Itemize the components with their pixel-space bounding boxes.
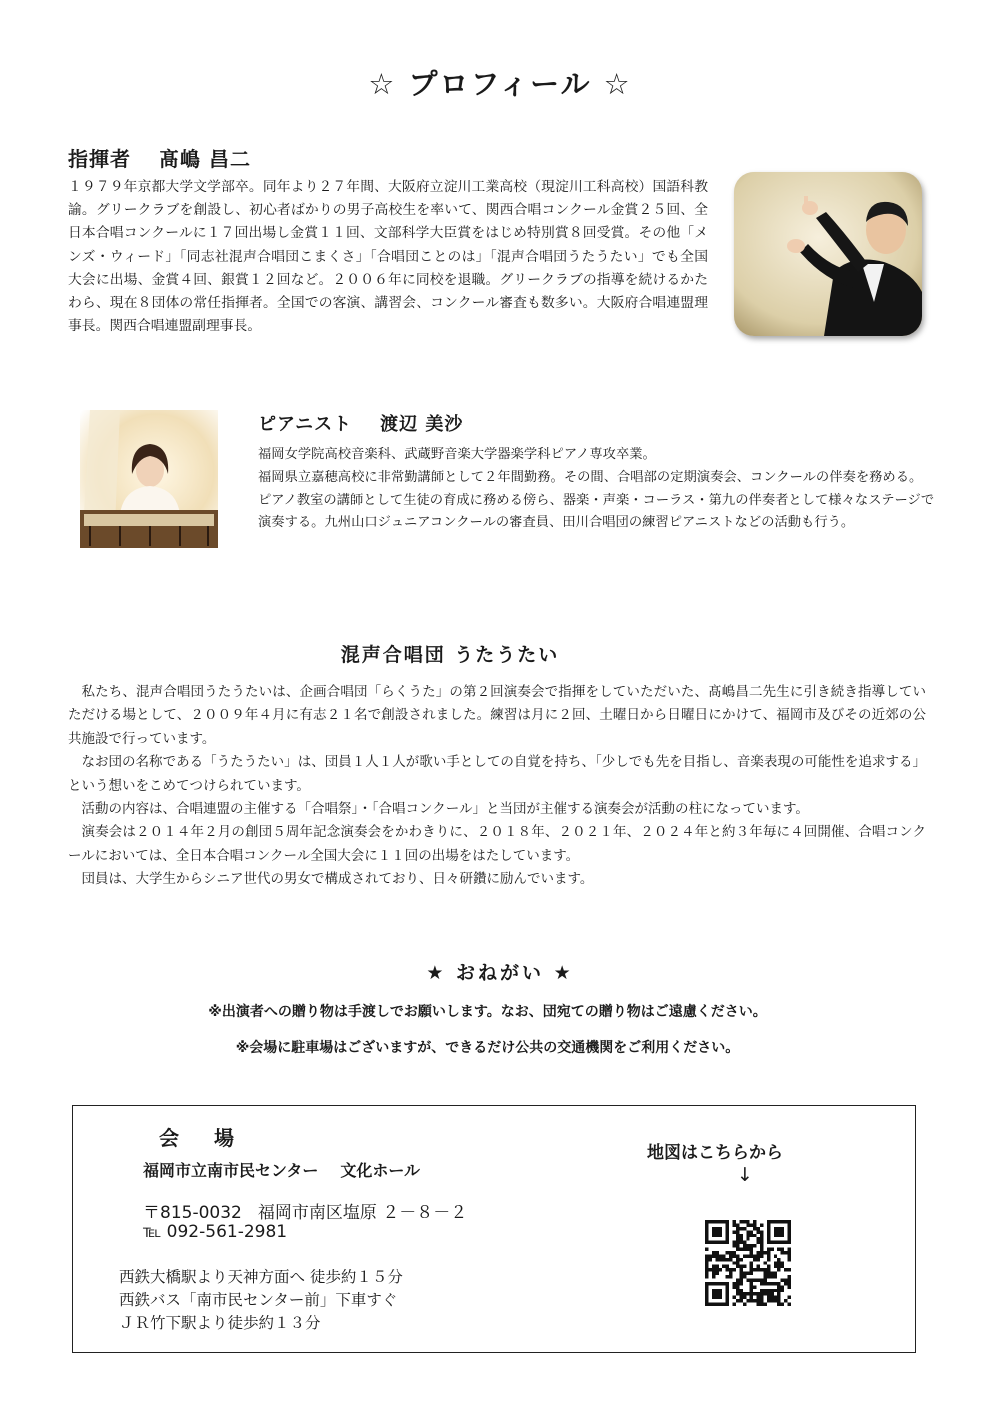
- pianist-bio: [258, 444, 938, 535]
- venue-postal-code: 〒815-0032: [143, 1203, 242, 1223]
- request-line-gifts: ※出演者への贈り物は手渡しでお願いします。なお、団宛ての贈り物はご遠慮ください。: [208, 1004, 767, 1020]
- pianist-role: ピアニスト: [258, 414, 353, 435]
- access-line: ＪＲ竹下駅より徒歩約１３分: [119, 1314, 321, 1332]
- pianist-heading: [258, 410, 463, 436]
- venue-hall: 文化ホール: [340, 1161, 421, 1180]
- down-arrow-icon: ↓: [737, 1164, 753, 1186]
- conductor-bio: １９７９年京都大学文学部卒。同年より２７年間、大阪府立淀川工業高校（現淀川工科高校）国語科教諭。グリークラブを創設し、初心者ばかりの男子高校生を率いて、関西合唱コンクール金賞２５回、全日本合唱コンクールに１７回出場し金賞１１回、文部科学大臣賞をはじめ特別賞８回受賞。その他「メンズ・ウィード」「同志社混声合唱団こまくさ」「合唱団ことのは」「混声合唱団うたうたい」でも全国大会に出場、金賞４回、銀賞１２回など。２００６年に同校を退職。グリークラブの指導を続けるかたわら、現在８団体の常任指揮者。全国での客演、講習会、コンクール審査も数多い。大阪府合唱連盟理事長。関西合唱連盟副理事長。: [68, 179, 708, 335]
- pianist-bio-paragraph: 福岡女学院高校音楽科、武蔵野音楽大学器楽学科ピアノ専攻卒業。: [258, 447, 656, 462]
- access-line: 西鉄バス「南市民センター前」下車すぐ: [119, 1291, 398, 1309]
- pianist-bio-paragraph: ピアノ教室の講師として生徒の育成に務める傍ら、器楽・声楽・コーラス・第九の伴奏者として様々なステージで演奏する。九州山口ジュニアコンクールの審査員、田川合唱団の練習ピアニストなどの活動も行う。: [258, 492, 935, 531]
- qr-code-icon[interactable]: [705, 1220, 791, 1306]
- venue-phone: ℡ 092-561-2981: [143, 1222, 288, 1242]
- venue-name: [143, 1158, 420, 1181]
- choir-paragraph: 活動の内容は、合唱連盟の主催する「合唱祭」・「合唱コンクール」と当団が主催する演奏会が活動の柱になっています。: [81, 801, 809, 818]
- venue-address: [143, 1198, 467, 1223]
- conductor-name: 髙嶋 昌二: [159, 147, 251, 171]
- request-heading: ★ おねがい ★: [426, 962, 574, 984]
- pianist-bio-paragraph: 福岡県立嘉穂高校に非常勤講師として２年間勤務。その間、合唱部の定期演奏会、コンクールの伴奏を務める。: [258, 469, 923, 485]
- map-label: 地図はこちらから: [647, 1143, 783, 1163]
- venue-label: 会 場: [159, 1126, 248, 1150]
- venue-facility: 福岡市立南市民センター: [143, 1161, 319, 1180]
- access-directions: [119, 1266, 403, 1335]
- page-title: ☆ プロフィール ☆: [368, 67, 632, 101]
- venue-box: [72, 1105, 916, 1353]
- choir-body: [68, 681, 926, 892]
- conductor-role: 指揮者: [68, 147, 131, 171]
- request-line-parking: ※会場に駐車場はございますが、できるだけ公共の交通機関をご利用ください。: [235, 1040, 740, 1056]
- choir-heading: 混声合唱団 うたうたい: [340, 644, 560, 666]
- access-line: 西鉄大橋駅より天神方面へ 徒歩約１５分: [119, 1268, 403, 1286]
- conductor-photo: [734, 172, 922, 336]
- choir-paragraph: 私たち、混声合唱団うたうたいは、企画合唱団「らくうた」の第２回演奏会で指揮をしていただいた、髙嶋昌二先生に引き続き指導していただける場として、２００９年４月に有志２１名で創設されました。練習は月に２回、土曜日から日曜日にかけて、福岡市及びその近郊の公共施設で行っています。: [68, 684, 926, 747]
- conductor-heading: [68, 143, 251, 172]
- pianist-name: 渡辺 美沙: [380, 414, 464, 435]
- choir-paragraph: 団員は、大学生からシニア世代の男女で構成されており、日々研鑽に励んでいます。: [81, 871, 594, 888]
- venue-street-address: 福岡市南区塩原 ２－８－２: [257, 1203, 468, 1223]
- choir-paragraph: 演奏会は２０１４年２月の創団５周年記念演奏会をかわきりに、２０１８年、２０２１年、２０２４年と約３年毎に４回開催、合唱コンクールにおいては、全日本合唱コンクール全国大会に１１回の出場をはたしています。: [68, 824, 926, 864]
- pianist-photo: [80, 410, 218, 548]
- choir-paragraph: なお団の名称である「うたうたい」は、団員１人１人が歌い手としての自覚を持ち、「少しでも先を目指し、音楽表現の可能性を追求する」という想いをこめてつけられています。: [68, 754, 926, 794]
